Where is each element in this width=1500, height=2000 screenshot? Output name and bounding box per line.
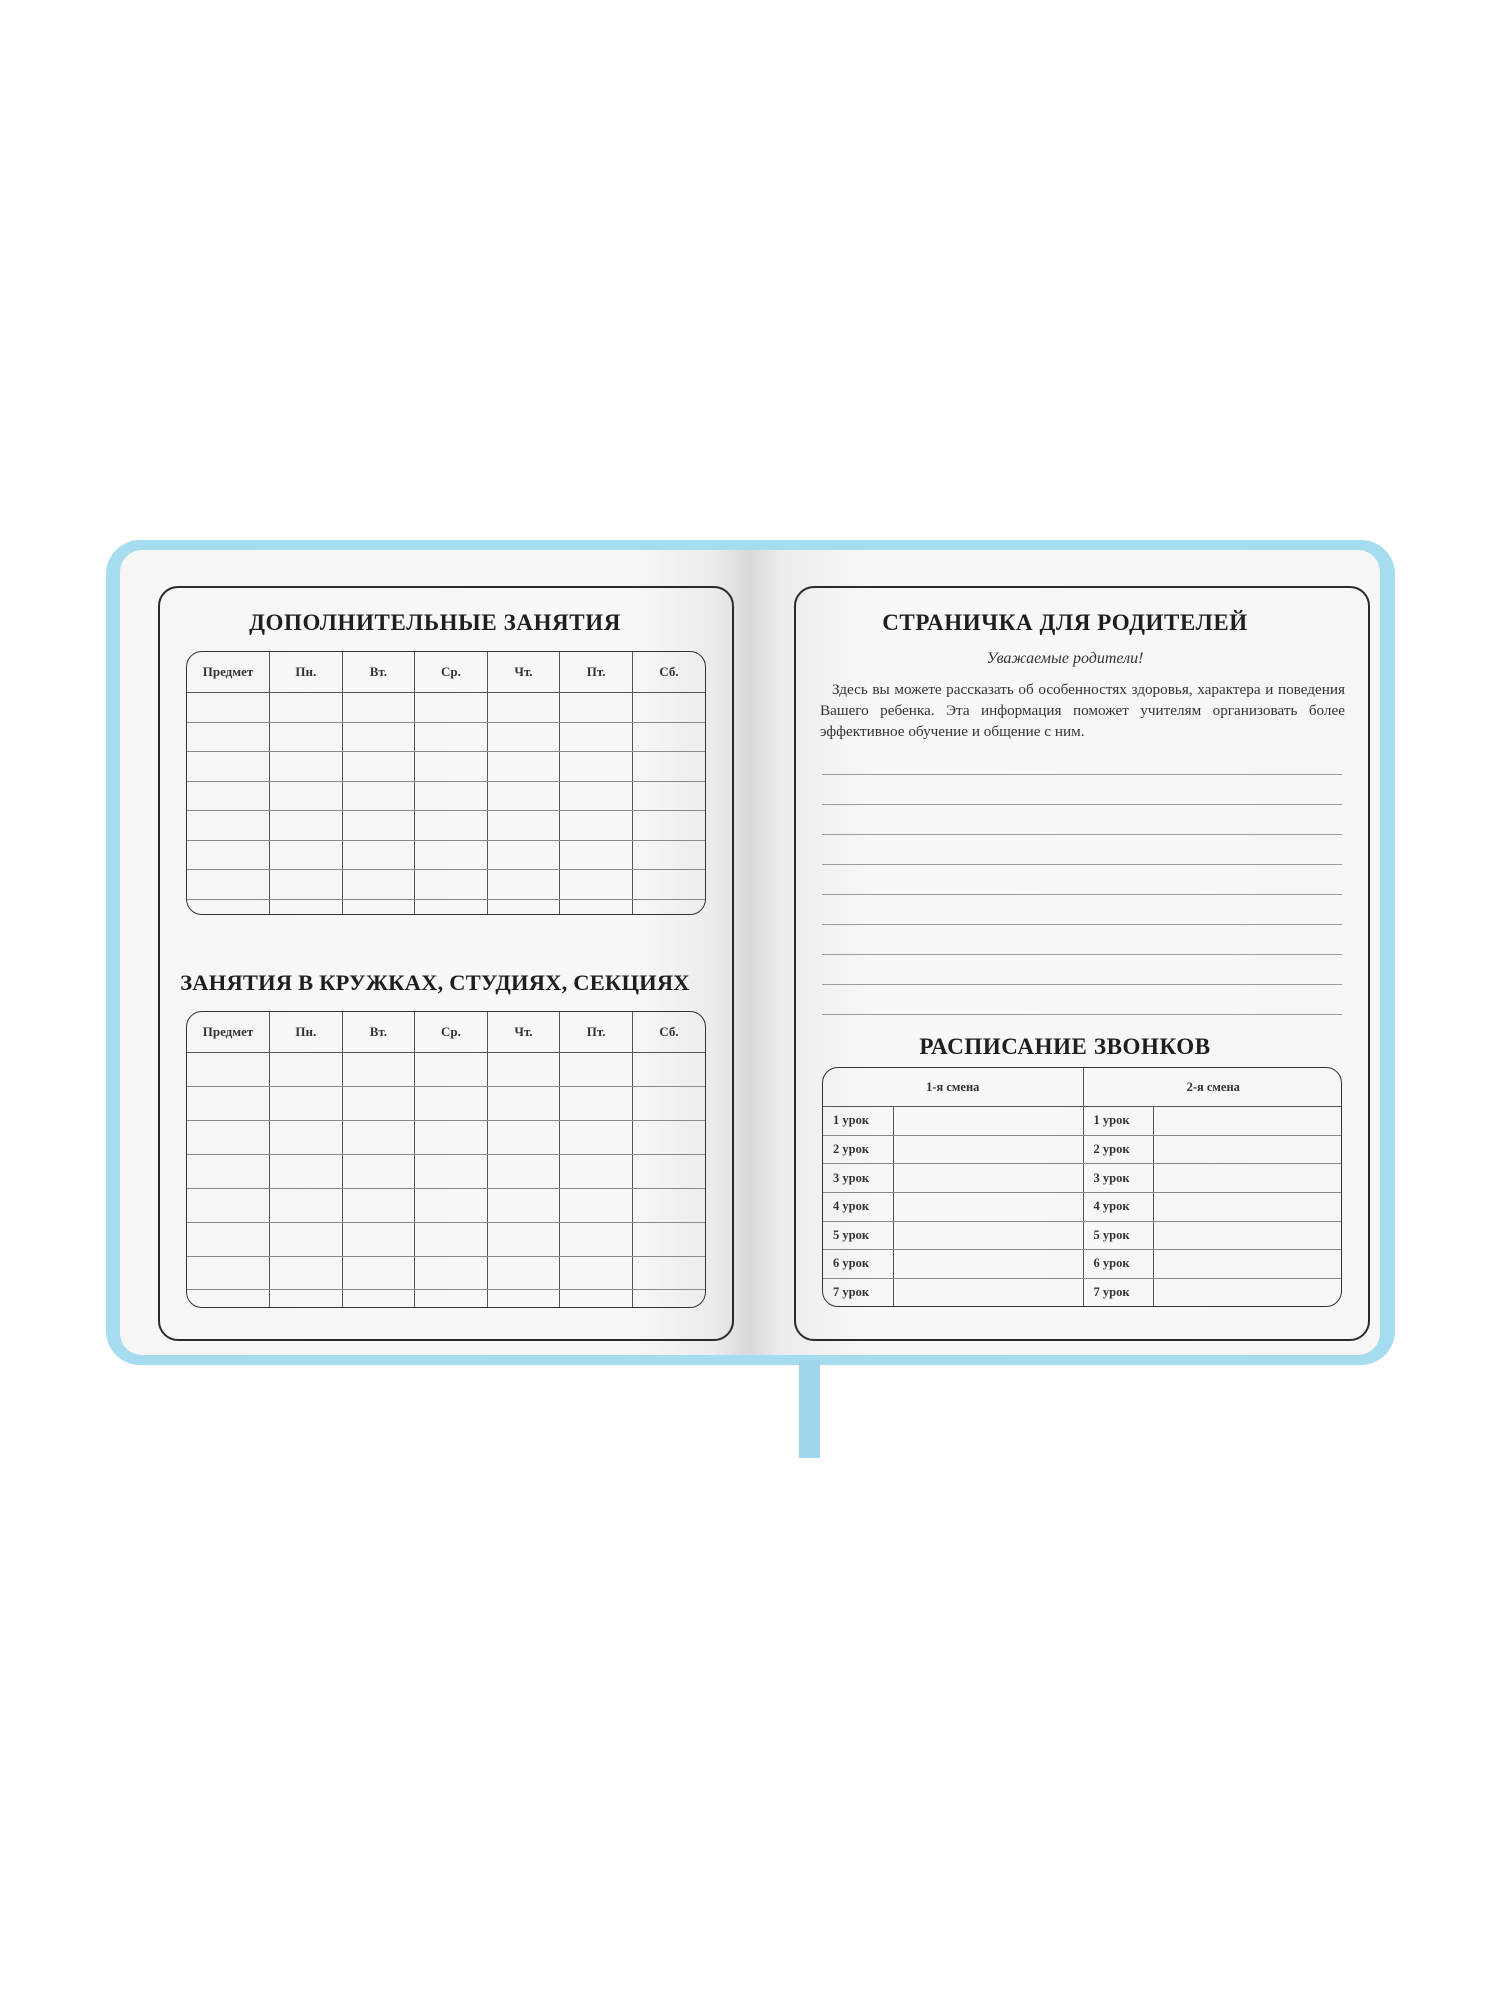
clubs-row [187,1290,705,1307]
extra-classes-cell[interactable] [187,722,270,752]
bell-row [823,1192,1342,1221]
extra-classes-cell[interactable] [270,840,343,870]
clubs-cell[interactable] [487,1290,560,1307]
clubs-cell[interactable] [187,1154,270,1188]
clubs-cell[interactable] [187,1053,270,1087]
extra-classes-cell[interactable] [342,840,415,870]
clubs-row [187,1256,705,1290]
extra-classes-cell[interactable] [560,781,633,811]
lesson-label: 4 урок [823,1192,893,1221]
extra-classes-cell[interactable] [187,840,270,870]
extra-classes-col-header: Вт. [342,652,415,693]
extra-classes-cell[interactable] [632,781,705,811]
lesson-label: 1 урок [823,1107,893,1136]
clubs-cell[interactable] [342,1256,415,1290]
extra-classes-cell[interactable] [487,840,560,870]
extra-classes-cell[interactable] [632,693,705,723]
lesson-label: 2 урок [1083,1135,1153,1164]
clubs-cell[interactable] [415,1053,488,1087]
writing-line[interactable] [822,924,1342,925]
extra-classes-cell[interactable] [487,811,560,841]
extra-classes-col-header: Предмет [187,652,270,693]
lesson-label: 4 урок [1083,1192,1153,1221]
lesson-time-cell[interactable] [893,1135,1083,1164]
clubs-col-header: Пн. [270,1012,343,1053]
clubs-cell[interactable] [187,1222,270,1256]
clubs-cell[interactable] [270,1222,343,1256]
clubs-cell[interactable] [270,1256,343,1290]
extra-classes-col-header: Пт. [560,652,633,693]
extra-classes-cell[interactable] [342,693,415,723]
bell-row [823,1250,1342,1279]
extra-classes-cell[interactable] [487,870,560,900]
bell-row [823,1107,1342,1136]
left-page [120,550,750,1355]
clubs-cell[interactable] [270,1290,343,1307]
extra-classes-row [187,870,705,900]
clubs-cell[interactable] [342,1120,415,1154]
extra-classes-cell[interactable] [632,870,705,900]
extra-classes-row [187,722,705,752]
extra-classes-cell[interactable] [187,693,270,723]
bell-row [823,1135,1342,1164]
extra-classes-cell[interactable] [187,870,270,900]
clubs-cell[interactable] [632,1154,705,1188]
clubs-cell[interactable] [187,1256,270,1290]
clubs-cell[interactable] [560,1256,633,1290]
writing-line[interactable] [822,1014,1342,1015]
clubs-cell[interactable] [270,1188,343,1222]
parents-intro-text: Здесь вы можете рассказать об особенностях здоровья, характера и поведения Вашего ребенка. Эта информация поможет учителям организовать более эффективное обучение и общение с ним. [820,681,1345,740]
clubs-cell[interactable] [632,1222,705,1256]
extra-classes-cell[interactable] [560,752,633,782]
clubs-cell[interactable] [632,1053,705,1087]
extra-classes-row [187,840,705,870]
lesson-time-cell[interactable] [893,1278,1083,1306]
extra-classes-cell[interactable] [342,781,415,811]
extra-classes-cell[interactable] [487,693,560,723]
extra-classes-col-header: Сб. [632,652,705,693]
extra-classes-cell[interactable] [342,899,415,914]
extra-classes-row [187,693,705,723]
extra-classes-cell[interactable] [342,870,415,900]
clubs-title: ЗАНЯТИЯ В КРУЖКАХ, СТУДИЯХ, СЕКЦИЯХ [180,970,690,995]
clubs-col-header: Предмет [187,1012,270,1053]
lesson-label: 2 урок [823,1135,893,1164]
clubs-cell[interactable] [270,1154,343,1188]
clubs-cell[interactable] [415,1120,488,1154]
extra-classes-cell[interactable] [560,693,633,723]
clubs-cell[interactable] [560,1290,633,1307]
extra-classes-row [187,752,705,782]
parents-page-title: СТРАНИЧКА ДЛЯ РОДИТЕЛЕЙ [882,610,1248,635]
clubs-cell[interactable] [270,1086,343,1120]
extra-classes-row [187,811,705,841]
ribbon-bookmark[interactable] [799,1360,820,1458]
clubs-row [187,1188,705,1222]
extra-classes-cell[interactable] [632,840,705,870]
clubs-table [186,1011,706,1308]
clubs-cell[interactable] [632,1188,705,1222]
clubs-cell[interactable] [560,1053,633,1087]
clubs-cell[interactable] [487,1120,560,1154]
extra-classes-cell[interactable] [342,722,415,752]
extra-classes-title: ДОПОЛНИТЕЛЬНЫЕ ЗАНЯТИЯ [249,610,621,635]
clubs-cell[interactable] [632,1120,705,1154]
clubs-col-header: Пт. [560,1012,633,1053]
lesson-label: 6 урок [823,1250,893,1279]
clubs-cell[interactable] [487,1188,560,1222]
clubs-cell[interactable] [415,1154,488,1188]
writing-line[interactable] [822,984,1342,985]
clubs-cell[interactable] [487,1154,560,1188]
writing-line[interactable] [822,834,1342,835]
clubs-cell[interactable] [560,1086,633,1120]
extra-classes-cell[interactable] [632,899,705,914]
clubs-row [187,1120,705,1154]
extra-classes-col-header: Чт. [487,652,560,693]
bell-row [823,1164,1342,1193]
shift-1-header: 1-я смена [823,1068,1083,1107]
extra-classes-cell[interactable] [415,811,488,841]
lesson-time-cell[interactable] [893,1164,1083,1193]
clubs-cell[interactable] [270,1120,343,1154]
extra-classes-row [187,899,705,914]
lesson-label: 3 урок [1083,1164,1153,1193]
extra-classes-cell[interactable] [187,781,270,811]
bell-row [823,1278,1342,1306]
lesson-time-cell[interactable] [1153,1107,1342,1136]
extra-classes-cell[interactable] [342,752,415,782]
clubs-cell[interactable] [560,1120,633,1154]
extra-classes-cell[interactable] [415,722,488,752]
extra-classes-cell[interactable] [342,811,415,841]
clubs-cell[interactable] [270,1053,343,1087]
extra-classes-cell[interactable] [560,870,633,900]
clubs-cell[interactable] [487,1086,560,1120]
clubs-cell[interactable] [342,1290,415,1307]
clubs-cell[interactable] [187,1120,270,1154]
extra-classes-cell[interactable] [560,840,633,870]
lesson-time-cell[interactable] [893,1250,1083,1279]
extra-classes-cell[interactable] [632,722,705,752]
clubs-cell[interactable] [187,1086,270,1120]
extra-classes-row [187,781,705,811]
clubs-cell[interactable] [632,1256,705,1290]
extra-classes-cell[interactable] [415,693,488,723]
extra-classes-cell[interactable] [560,899,633,914]
clubs-row [187,1222,705,1256]
extra-classes-cell[interactable] [270,811,343,841]
lesson-label: 5 урок [823,1221,893,1250]
clubs-cell[interactable] [342,1154,415,1188]
extra-classes-col-header: Пн. [270,652,343,693]
shift-2-header: 2-я смена [1083,1068,1342,1107]
writing-line[interactable] [822,894,1342,895]
extra-classes-cell[interactable] [270,899,343,914]
extra-classes-cell[interactable] [187,899,270,914]
clubs-cell[interactable] [187,1290,270,1307]
clubs-row [187,1053,705,1087]
lesson-label: 7 урок [823,1278,893,1306]
clubs-row [187,1154,705,1188]
clubs-row [187,1086,705,1120]
writing-line[interactable] [822,954,1342,955]
clubs-cell[interactable] [560,1188,633,1222]
extra-classes-table [186,651,706,915]
clubs-col-header: Сб. [632,1012,705,1053]
extra-classes-cell[interactable] [415,870,488,900]
extra-classes-cell[interactable] [270,693,343,723]
clubs-cell[interactable] [632,1290,705,1307]
lesson-time-cell[interactable] [893,1221,1083,1250]
extra-classes-cell[interactable] [487,899,560,914]
clubs-cell[interactable] [415,1086,488,1120]
clubs-cell[interactable] [342,1053,415,1087]
writing-line[interactable] [822,864,1342,865]
clubs-cell[interactable] [187,1188,270,1222]
extra-classes-cell[interactable] [187,811,270,841]
lesson-time-cell[interactable] [893,1107,1083,1136]
extra-classes-cell[interactable] [415,840,488,870]
bell-row [823,1221,1342,1250]
lesson-time-cell[interactable] [1153,1278,1342,1306]
extra-classes-cell[interactable] [270,722,343,752]
clubs-cell[interactable] [487,1053,560,1087]
lesson-time-cell[interactable] [893,1192,1083,1221]
extra-classes-col-header: Ср. [415,652,488,693]
parents-greeting: Уважаемые родители! [986,650,1144,667]
extra-classes-cell[interactable] [187,752,270,782]
clubs-cell[interactable] [487,1222,560,1256]
lesson-time-cell[interactable] [1153,1250,1342,1279]
bell-schedule-title: РАСПИСАНИЕ ЗВОНКОВ [919,1034,1211,1059]
clubs-col-header: Ср. [415,1012,488,1053]
lesson-time-cell[interactable] [1153,1192,1342,1221]
bell-schedule-table [822,1067,1342,1307]
clubs-cell[interactable] [342,1188,415,1222]
extra-classes-cell[interactable] [270,781,343,811]
clubs-col-header: Чт. [487,1012,560,1053]
clubs-cell[interactable] [342,1086,415,1120]
clubs-cell[interactable] [415,1256,488,1290]
writing-line[interactable] [822,774,1342,775]
extra-classes-cell[interactable] [560,722,633,752]
extra-classes-cell[interactable] [487,752,560,782]
lesson-label: 7 урок [1083,1278,1153,1306]
lesson-time-cell[interactable] [1153,1164,1342,1193]
right-page [750,550,1380,1355]
lesson-label: 1 урок [1083,1107,1153,1136]
clubs-cell[interactable] [560,1154,633,1188]
extra-classes-cell[interactable] [487,722,560,752]
lesson-time-cell[interactable] [1153,1135,1342,1164]
lesson-label: 6 урок [1083,1250,1153,1279]
clubs-cell[interactable] [415,1290,488,1307]
extra-classes-cell[interactable] [487,781,560,811]
extra-classes-cell[interactable] [270,752,343,782]
lesson-time-cell[interactable] [1153,1221,1342,1250]
clubs-cell[interactable] [342,1222,415,1256]
clubs-col-header: Вт. [342,1012,415,1053]
extra-classes-cell[interactable] [415,752,488,782]
extra-classes-cell[interactable] [632,811,705,841]
clubs-cell[interactable] [632,1086,705,1120]
clubs-cell[interactable] [560,1222,633,1256]
extra-classes-cell[interactable] [270,870,343,900]
clubs-cell[interactable] [487,1256,560,1290]
extra-classes-cell[interactable] [632,752,705,782]
lesson-label: 5 урок [1083,1221,1153,1250]
clubs-cell[interactable] [415,1222,488,1256]
clubs-cell[interactable] [415,1188,488,1222]
extra-classes-cell[interactable] [415,899,488,914]
extra-classes-cell[interactable] [415,781,488,811]
writing-line[interactable] [822,804,1342,805]
extra-classes-cell[interactable] [560,811,633,841]
lesson-label: 3 урок [823,1164,893,1193]
